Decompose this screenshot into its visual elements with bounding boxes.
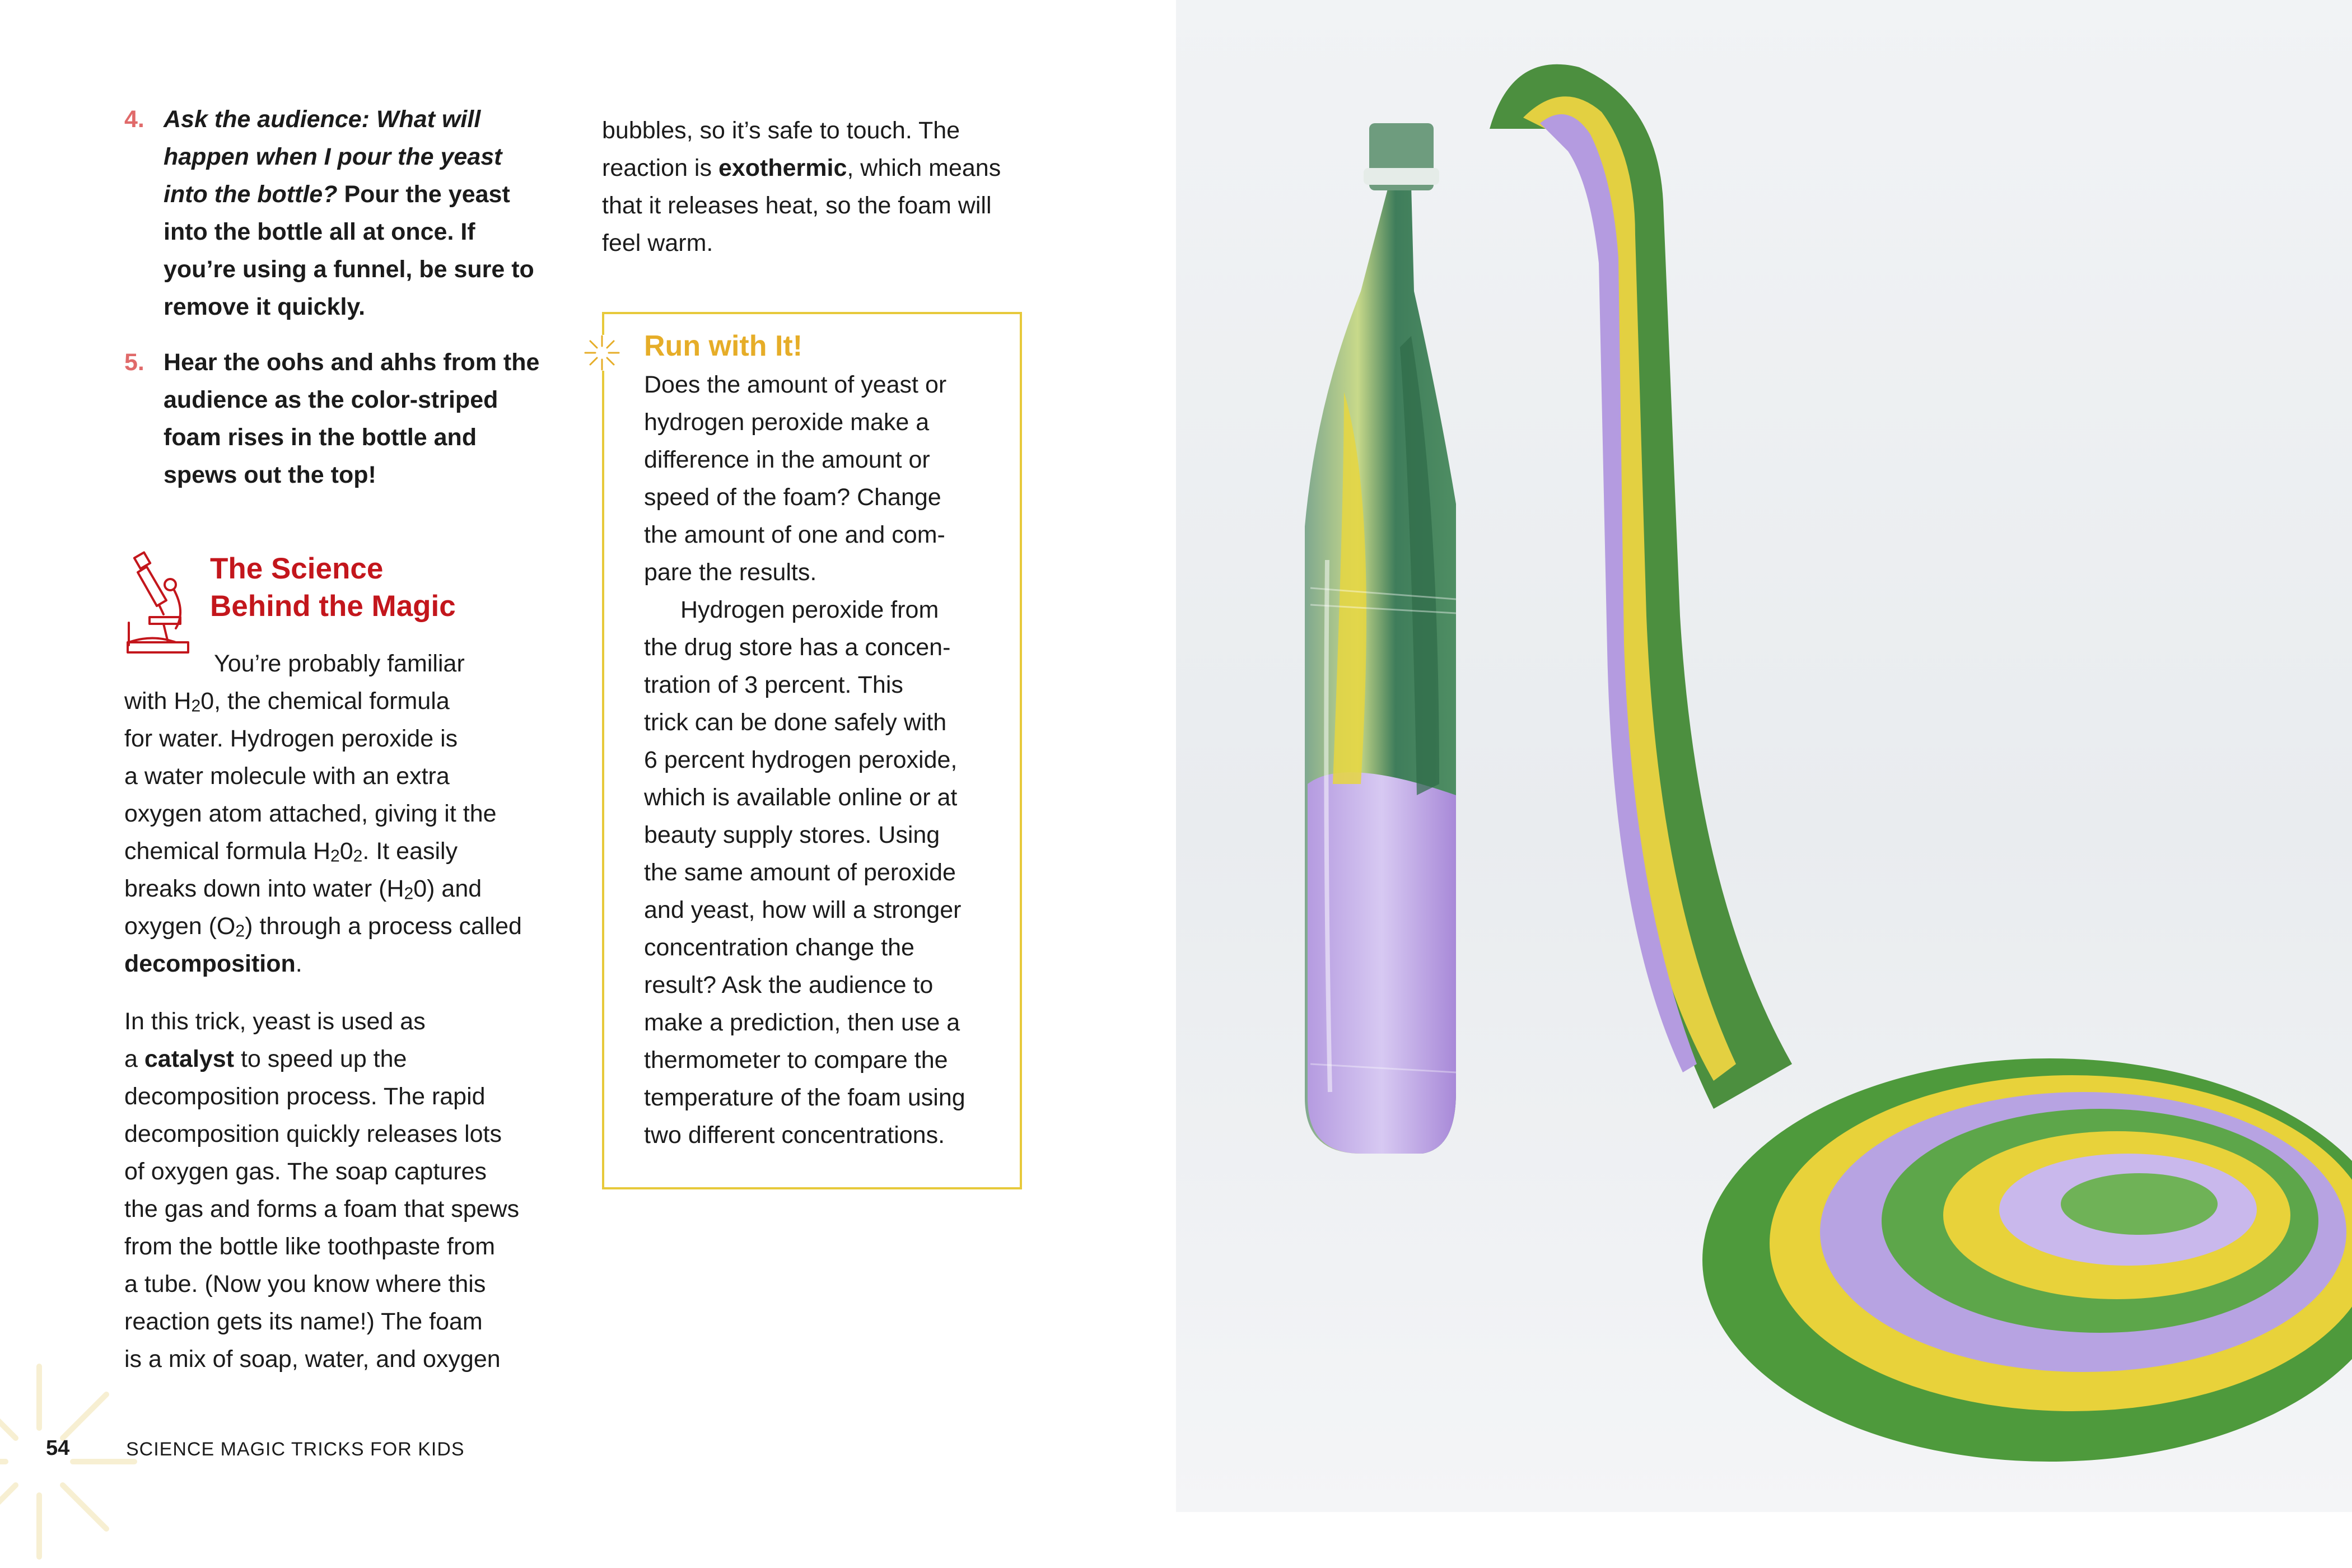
- text-line: a tube. (Now you know where this: [124, 1271, 486, 1298]
- foam-bottle-photo: [1176, 0, 2352, 1512]
- text-line: reaction gets its name!) The foam: [124, 1308, 483, 1335]
- text-line: from the bottle like toothpaste from: [124, 1233, 496, 1260]
- text-line: beauty supply stores. Using: [644, 822, 940, 848]
- step-text: Pour the yeast into the bottle all at once. If you’re using a funnel, be sure to remove it quickly.: [164, 181, 534, 320]
- run-with-it-text: [644, 366, 1002, 1154]
- text-line: decomposition quickly releases lots: [124, 1121, 502, 1147]
- text-line: hydrogen peroxide make a: [644, 409, 930, 436]
- text-line: the same amount of peroxide: [644, 859, 956, 886]
- text-line: bubbles, so it’s safe to touch. The: [602, 117, 960, 144]
- step-5: [124, 344, 550, 494]
- text-line: which is available online or at: [644, 784, 958, 811]
- text-line: feel warm.: [602, 230, 713, 256]
- text-line: two different concentrations.: [644, 1122, 945, 1149]
- left-page: [0, 0, 1176, 1512]
- text-line: chemical formula $H_20_2$. It easily: [124, 838, 458, 866]
- text-line: pare the results.: [644, 559, 817, 586]
- sparkle-burst-icon: [580, 330, 624, 375]
- step-question: Ask the audience: What will happen when I pour the yeast into the bottle?: [164, 106, 502, 208]
- text-line: and yeast, how will a stronger: [644, 897, 962, 923]
- running-footer-title: SCIENCE MAGIC TRICKS FOR KIDS: [126, 1439, 465, 1460]
- text-line: a water molecule with an extra: [124, 763, 450, 790]
- text-line: make a prediction, then use a: [644, 1009, 960, 1036]
- text-line: Hydrogen peroxide from: [680, 596, 939, 623]
- text-line: tration of 3 percent. This: [644, 671, 903, 698]
- text-line: oxygen atom attached, giving it the: [124, 800, 497, 827]
- step-number: 5.: [124, 349, 144, 376]
- science-paragraph-1: [124, 645, 550, 983]
- text-line: decomposition process. The rapid: [124, 1083, 486, 1110]
- text-line: temperature of the foam using: [644, 1084, 965, 1111]
- text-line: difference in the amount or: [644, 446, 930, 473]
- text-line: of oxygen gas. The soap captures: [124, 1158, 487, 1185]
- text-line: In this trick, yeast is used as: [124, 1008, 426, 1035]
- text-line: with $H_20$, the chemical formula: [124, 688, 450, 716]
- text-line: reaction is exothermic, which means: [602, 155, 1001, 181]
- science-title: [210, 550, 456, 625]
- column-one: [124, 101, 550, 1378]
- text-line: 6 percent hydrogen peroxide,: [644, 746, 958, 773]
- text-line: the amount of one and com-: [644, 521, 945, 548]
- text-line: a catalyst to speed up the: [124, 1046, 407, 1072]
- text-line: breaks down into water $(H_20)$ and: [124, 875, 482, 903]
- text-line: concentration change the: [644, 934, 914, 961]
- text-line: speed of the foam? Change: [644, 484, 941, 511]
- step-number: 4.: [124, 106, 144, 133]
- sun-burst-icon: [0, 1355, 146, 1568]
- text-line: Does the amount of yeast or: [644, 371, 947, 398]
- microscope-icon: [124, 550, 192, 668]
- text-line: for water. Hydrogen peroxide is: [124, 725, 458, 752]
- science-paragraph-2: [124, 1003, 550, 1378]
- science-heading: [124, 550, 550, 645]
- text-line: is a mix of soap, water, and oxygen: [124, 1346, 501, 1373]
- text-line: You’re probably familiar: [214, 650, 465, 677]
- column-two-continuation: [602, 112, 1028, 262]
- science-title-line-1: The Science: [210, 552, 384, 585]
- step-4: [124, 101, 550, 326]
- text-line: oxygen $(O_2)$ through a process called: [124, 913, 522, 941]
- run-with-it-title: Run with It!: [644, 330, 803, 362]
- text-line: that it releases heat, so the foam will: [602, 192, 992, 219]
- text-line: result? Ask the audience to: [644, 972, 934, 998]
- step-text: Hear the oohs and ahhs from the audience as the color-striped foam rises in the bottle and spews out the top!: [164, 349, 540, 488]
- science-title-line-2: Behind the Magic: [210, 590, 456, 623]
- text-line: thermometer to compare the: [644, 1047, 948, 1074]
- text-line: the drug store has a concen-: [644, 634, 951, 661]
- text-line: trick can be done safely with: [644, 709, 947, 736]
- text-line: decomposition.: [124, 950, 302, 977]
- page-number: 54: [46, 1436, 70, 1460]
- text-line: the gas and forms a foam that spews: [124, 1196, 520, 1222]
